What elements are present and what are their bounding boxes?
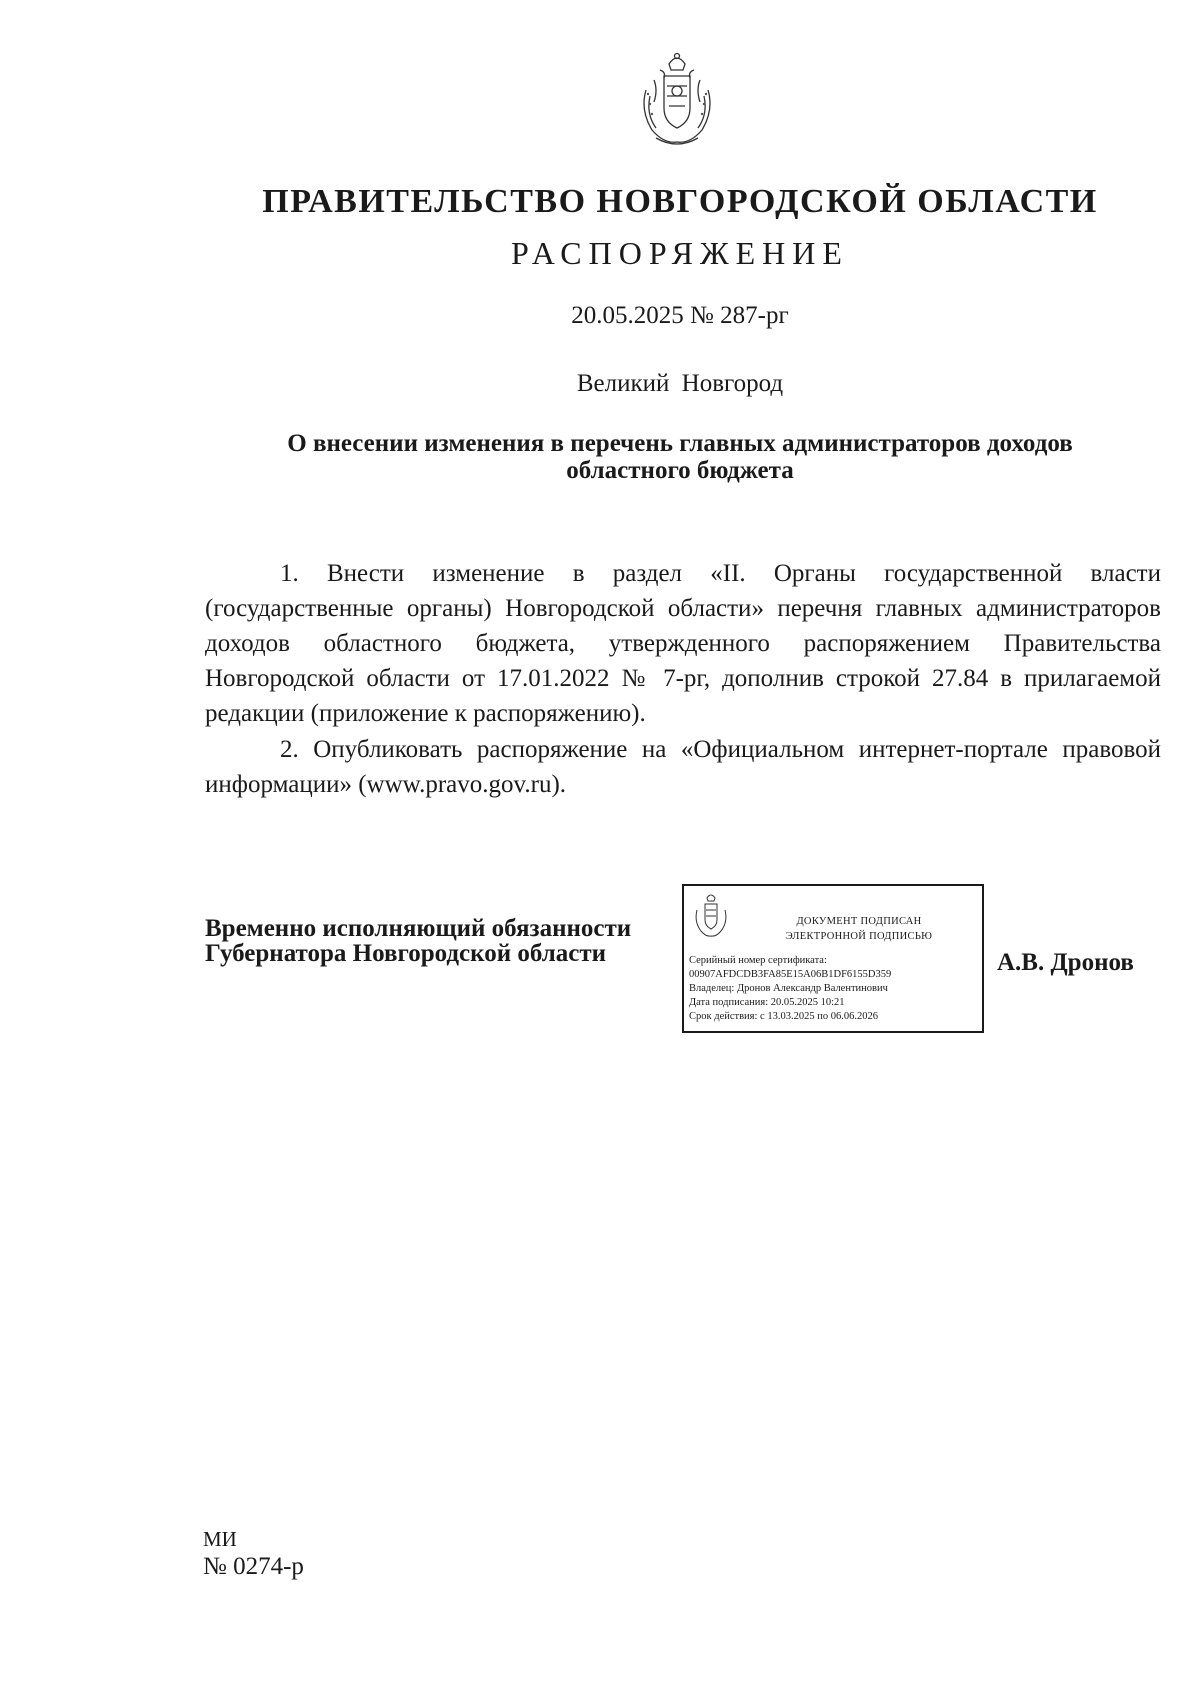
signature-heading-line-1: ДОКУМЕНТ ПОДПИСАН — [796, 916, 922, 927]
subject-line-2: областного бюджета — [566, 457, 794, 484]
document-type: РАСПОРЯЖЕНИЕ — [511, 235, 849, 271]
coat-of-arms-icon — [636, 50, 718, 150]
government-title: ПРАВИТЕЛЬСТВО НОВГОРОДСКОЙ ОБЛАСТИ — [262, 183, 1098, 220]
signature-serial: 00907AFDCDB3FA85E15A06B1DF6155D359 — [689, 969, 892, 980]
document-subject — [180, 430, 1180, 484]
signer-title-line-1: Временно исполняющий обязанности — [205, 915, 632, 942]
footer-code: МИ — [203, 1527, 237, 1551]
signature-owner: Владелец: Дронов Александр Валентинович — [689, 983, 888, 994]
signer-title — [205, 916, 675, 966]
signature-validity: Срок действия: с 13.03.2025 по 06.06.2026 — [689, 1011, 878, 1022]
document-date-number: 20.05.2025 № 287-рг — [571, 302, 789, 329]
paragraph-2 — [205, 732, 1161, 802]
signer-name: А.В. Дронов — [997, 949, 1134, 976]
signature-heading-line-2: ЭЛЕКТРОННОЙ ПОДПИСЬЮ — [785, 931, 933, 942]
signature-serial-label: Серийный номер сертификата: — [689, 955, 827, 966]
signature-date: Дата подписания: 20.05.2025 10:21 — [689, 997, 845, 1008]
footer-number: № 0274-р — [203, 1553, 304, 1580]
paragraph-1-text: 1. Внести изменение в раздел «II. Органы государственной власти (государственные органы) Новгородской области» перечня главных администраторов доходов областного бюджета, утвержденного распоряжением Правительства Новгородской области от 17.01.2022 № 7-рг, дополнив строкой 27.84 в прилагаемой редакции (приложение к распоряжению). — [205, 560, 1161, 727]
coat-of-arms-icon — [693, 892, 729, 940]
paragraph-2-text: 2. Опубликовать распоряжение на «Официальном интернет-портале правовой информации» (www.pravo.gov.ru). — [205, 736, 1161, 798]
document-city: Великий Новгород — [576, 370, 784, 397]
paragraph-1 — [205, 556, 1161, 731]
subject-line-1: О внесении изменения в перечень главных администраторов доходов — [287, 430, 1073, 457]
signature-details — [689, 954, 979, 1024]
signer-title-line-2: Губернатора Новгородской области — [205, 940, 607, 967]
electronic-signature-stamp — [682, 884, 984, 1033]
signature-heading — [744, 914, 974, 944]
